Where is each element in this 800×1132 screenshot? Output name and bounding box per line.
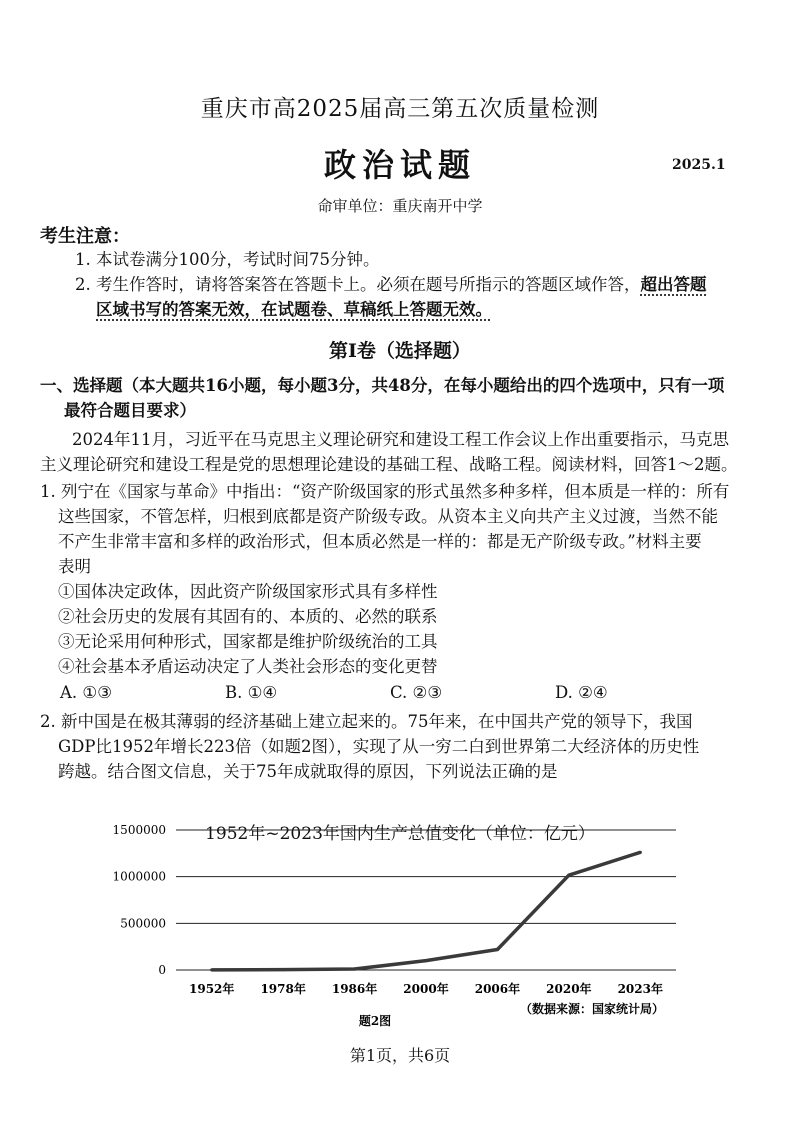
intro-line-2: 主义理论研究和建设工程是党的思想理论建设的基础工程、战略工程。阅读材料，回答1～2题。 — [40, 455, 738, 474]
figure-caption: 题2图 — [358, 1014, 392, 1028]
exam-date: 2025.1 — [672, 157, 726, 173]
x-tick-labels — [189, 981, 663, 996]
y-tick-label: 1000000 — [112, 869, 166, 884]
data-point-1978年 — [282, 968, 285, 971]
y-tick-label: 1500000 — [112, 823, 166, 837]
y-tick-label: 0 — [158, 963, 166, 977]
q2-stem-line-3: 跨越。结合图文信息，关于75年成就取得的原因，下列说法正确的是 — [58, 762, 558, 781]
q1-stem-line-1: 1. 列宁在《国家与革命》中指出：“资产阶级国家的形式虽然多种多样，但本质是一样的：所有 — [40, 482, 730, 501]
chart-title: 1952年~2023年国内生产总值变化（单位：亿元） — [205, 824, 595, 844]
data-source-note: （数据来源：国家统计局） — [519, 1002, 665, 1016]
subject-title: 政治试题 — [323, 146, 476, 184]
x-tick-label: 2023年 — [617, 982, 663, 996]
notice-emphasis: 超出答题 — [640, 275, 707, 294]
q1-statement-4: ④社会基本矛盾运动决定了人类社会形态的变化更替 — [58, 657, 438, 676]
q1-option-a: A. ①③ — [60, 683, 112, 702]
part-title: 第Ⅰ卷（选择题） — [329, 340, 471, 362]
q2-stem-line-2: GDP比1952年增长223倍（如题2图），实现了从一穷二白到世界第二大经济体的历史性 — [58, 737, 700, 756]
q1-stem-line-2: 这些国家，不管怎样，归根到底都是资产阶级专政。从资本主义向共产主义过渡，当然不能 — [58, 507, 718, 526]
notice-item-2-text: 2. 考生作答时，请将答案答在答题卡上。必须在题号所指示的答题区域作答， — [75, 275, 641, 294]
x-tick-label: 1978年 — [260, 982, 306, 996]
q1-option-c: C. ②③ — [390, 683, 443, 702]
q1-stem-line-3: 不产生非常丰富和多样的政治形式，但本质必然是一样的：都是无产阶级专政。”材料主要 — [58, 532, 702, 551]
page-number: 第1页，共6页 — [349, 1046, 451, 1065]
y-tick-label: 500000 — [120, 916, 166, 931]
notice-item-1: 1. 本试卷满分100分，考试时间75分钟。 — [75, 250, 380, 269]
x-tick-label: 2020年 — [546, 982, 592, 996]
data-point-1952年 — [210, 968, 213, 971]
section-heading-line-2: 最符合题目要求） — [64, 401, 196, 420]
section-heading-line-1: 一、选择题（本大题共16小题，每小题3分，共48分，在每小题给出的四个选项中，只有一项 — [40, 376, 725, 395]
gdp-series-line — [212, 852, 641, 970]
q2-stem-line-1: 2. 新中国是在极其薄弱的经济基础上建立起来的。75年来，在中国共产党的领导下，我国 — [40, 712, 693, 731]
series-line-group — [210, 851, 642, 972]
data-point-2006年 — [496, 948, 499, 951]
q1-statement-1: ①国体决定政体，因此资产阶级国家形式具有多样性 — [58, 582, 438, 601]
y-gridlines — [176, 830, 676, 970]
data-point-2023年 — [639, 851, 642, 854]
data-point-1986年 — [353, 967, 356, 970]
x-tick-label: 2000年 — [403, 982, 449, 996]
x-tick-label: 1952年 — [189, 982, 235, 996]
q1-statement-2: ②社会历史的发展有其固有的、本质的、必然的联系 — [58, 607, 438, 626]
intro-line-1: 2024年11月，习近平在马克思主义理论研究和建设工程工作会议上作出重要指示，马克思 — [72, 430, 729, 449]
q1-stem-line-4: 表明 — [58, 557, 91, 576]
q1-option-b: B. ①④ — [225, 683, 278, 702]
y-tick-labels — [113, 823, 166, 977]
x-tick-label: 1986年 — [331, 982, 378, 996]
x-tick-label: 2006年 — [474, 982, 521, 996]
q1-statement-3: ③无论采用何种形式，国家都是维护阶级统治的工具 — [58, 632, 438, 651]
data-point-2020年 — [567, 874, 570, 877]
authoring-unit: 命审单位：重庆南开中学 — [317, 197, 483, 215]
exam-title: 重庆市高2025届高三第五次质量检测 — [200, 96, 600, 122]
notice-item-2-line-2: 区域书写的答案无效，在试题卷、草稿纸上答题无效。 — [96, 300, 492, 319]
data-point-2000年 — [424, 959, 427, 962]
q1-option-d: D. ②④ — [555, 683, 608, 702]
notice-heading: 考生注意： — [40, 226, 130, 247]
